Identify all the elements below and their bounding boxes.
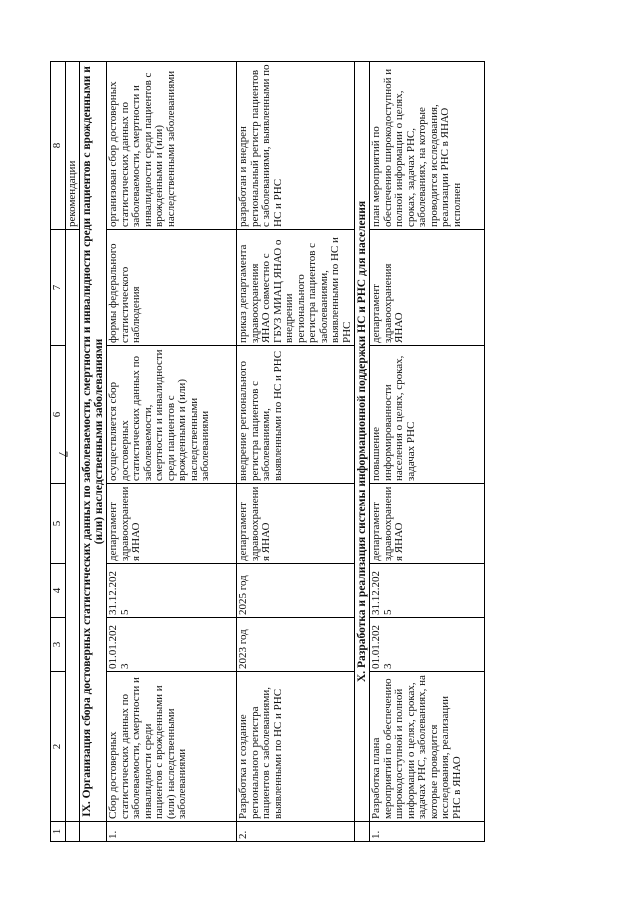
recommendations-label: рекомендации xyxy=(65,62,80,230)
section-9-title: IX. Организация сбора достоверных статистических данных по заболеваемости, смертности и инвалидности среди пациентов с врожденными и (или) наследственными заболеваниями xyxy=(80,62,107,822)
plan-table xyxy=(50,61,485,842)
document: приказ департамента здравоохранения ЯНАО совместно с ГБУЗ МИАЦ ЯНАО о внедрении регионального регистра пациентов с заболеваниями, выявленными по НС и РНС xyxy=(237,230,355,346)
end-date: 2025 год xyxy=(237,564,355,618)
end-date: 31.12.2025 xyxy=(107,564,237,618)
table-row xyxy=(370,62,485,842)
result: осуществляется сбор достоверных статистических данных по заболеваемости, смертности и инвалидности среди пациентов с врожденными и (или) наследственными заболеваниями xyxy=(107,346,237,484)
result: внедрение регионального регистра пациентов с заболеваниями, выявленными по НС и РНС xyxy=(237,346,355,484)
header-row xyxy=(51,62,66,842)
row-number: 1. xyxy=(370,822,485,842)
start-date: 01.01.2023 xyxy=(107,618,237,672)
col-1-header: 1 xyxy=(51,822,66,842)
col-6-header: 6 xyxy=(51,346,66,484)
col-5-header: 5 xyxy=(51,484,66,564)
recommendations-row xyxy=(65,62,80,842)
conclusion: план мероприятий по обеспечению широкодоступной и полной информации о целях, сроках, задачах РНС, заболеваниях, на которые проводится исследования, реализации РНС в ЯНАО исполнен xyxy=(370,62,485,230)
table-row xyxy=(107,62,237,842)
col-2-header: 2 xyxy=(51,672,66,822)
section-10-title: X. Разработка и реализация системы информационной поддержки НС и РНС для населения xyxy=(355,62,370,822)
row-number: 2. xyxy=(237,822,355,842)
responsible: департамент здравоохранения ЯНАО xyxy=(237,484,355,564)
document: департамент здравоохранения ЯНАО xyxy=(370,230,485,346)
section-10-row xyxy=(355,62,370,842)
col-7-header: 7 xyxy=(51,230,66,346)
activity-name: Сбор достоверных статистических данных по заболеваемости, смертности и инвалидности среди пациентов с врожденными и (или) наследственными заболеваниями xyxy=(107,672,237,822)
result: повышение информированности населения о целях, сроках, задачах РНС xyxy=(370,346,485,484)
section-9-row xyxy=(80,62,107,842)
col-4-header: 4 xyxy=(51,564,66,618)
end-date: 31.12.2025 xyxy=(370,564,485,618)
rotated-page xyxy=(50,62,590,842)
activity-name: Разработка плана мероприятий по обеспечению широкодоступной и полной информации о целях, сроках, задачах РНС, заболеваниях, на которые проводится исследования, реализации РНС в ЯНАО xyxy=(370,672,485,822)
page-number: 7 xyxy=(56,450,71,458)
col-8-header: 8 xyxy=(51,62,66,230)
start-date: 2023 год xyxy=(237,618,355,672)
table-row xyxy=(237,62,355,842)
col-3-header: 3 xyxy=(51,618,66,672)
document: формы федерального статистического наблюдения xyxy=(107,230,237,346)
start-date: 01.01.2023 xyxy=(370,618,485,672)
row-number: 1. xyxy=(107,822,237,842)
responsible: департамент здравоохранения ЯНАО xyxy=(370,484,485,564)
conclusion: разработан и внедрен региональный регистр пациентов с заболеваниями, выявленными по НС и РНС xyxy=(237,62,355,230)
conclusion: организован сбор достоверных статистических данных по заболеваемости, смертности и инвалидности среди пациентов с врожденными и (или) наследственными заболеваниями xyxy=(107,62,237,230)
activity-name: Разработка и создание регионального регистра пациентов с заболеваниями, выявленными по НС и РНС xyxy=(237,672,355,822)
responsible: департамент здравоохранения ЯНАО xyxy=(107,484,237,564)
